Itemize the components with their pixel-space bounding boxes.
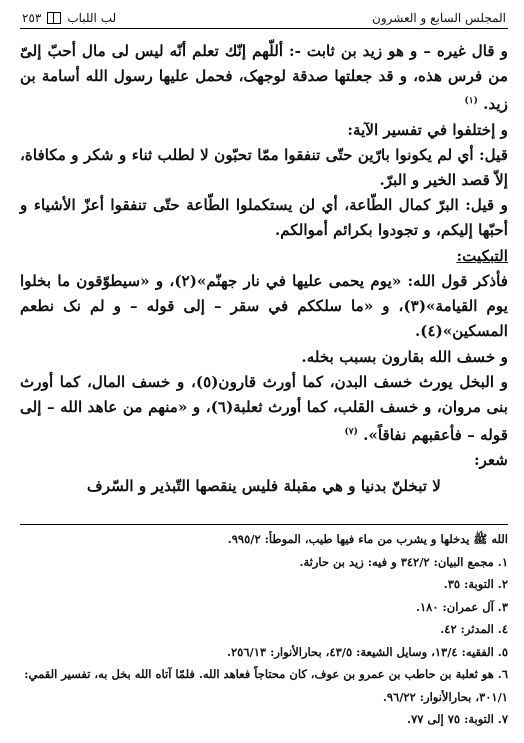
- paragraph: قيل: أي لم يكونوا بارّين حتّى تنفقوا ممّا تحبّون لا لطلب ثناء و شكر و مكافاة، إلاّ قصد الخير و البرّ.: [20, 145, 508, 190]
- paragraph: و خسف الله بقارون بسبب بخله.: [301, 347, 508, 366]
- footnote: ٣. آل عمران: ١٨٠.: [415, 599, 508, 614]
- footnote: ٥. الفقيه: ١٣/٤، وسايل الشيعة: ٤٣/٥، بحارالأنوار: ٢٥٦/١٣.: [226, 644, 508, 659]
- book-title: لب اللباب: [67, 11, 117, 25]
- header-left: [22, 11, 116, 25]
- section-title: المجلس السابع و العشرون: [372, 11, 506, 25]
- book-icon: [47, 12, 61, 24]
- footnote: ١. مجمع البيان: ٣٤٢/٢ و فيه: زيد بن حارثة.: [299, 554, 508, 569]
- footnote: ٢. التوبة: ٣٥.: [443, 577, 508, 591]
- footnote: ٧. التوبة: ٧٥ إلى ٧٧.: [407, 712, 508, 726]
- header-right: [372, 11, 506, 25]
- footnote-divider: [20, 524, 508, 525]
- page-content: [20, 8, 508, 499]
- paragraph: و قيل: البرّ كمال الطّاعة، أي لن يستكملوا الطّاعة حتّى تنفقوا أعزّ الأشياء و أحبّها إليكم، و تجودوا بكرائم أموالكم.: [20, 196, 508, 240]
- footnote-ref: (١): [464, 96, 478, 107]
- footnote: الله ﷺ يدخلها و يشرب من ماء فيها طيب، الموطأ: ٩٩٥/٢.: [227, 532, 508, 546]
- footnote: ٦. هو ثعلبة بن حاطب بن عمرو بن عوف، كان محتاجاً فعاهد الله. فلمّا آتاه الله بخل به، تفسير القمي: ٣٠١/١، بحارالأنوار: ٩٦/٢٢.: [24, 667, 508, 704]
- paragraph: و البخل يورث خسف البدن، كما أورث قارون(٥)، و خسف المال، كما أورث بنى مروان، و خسف القلب، كما أورث ثعلبة(٦)، و «منهم من عاهد الله – إلى قوله – فأعقبهم نفاقاً». $^{(٧)}$: [20, 372, 508, 445]
- paragraph: و إختلفوا في تفسير الآية:: [347, 120, 508, 139]
- paragraph: و قال غيره – و هو زيد بن ثابت -: أللّهم إنّك تعلم أنّه ليس لی مال أحبّ إلىّ من فرس هذه، و قد جعلتها صدقة لوجهک، فحمل عليها رسول الله أسامة بن زيد. $^{(١)}$: [20, 42, 508, 114]
- page-number: ٢٥٣: [22, 11, 42, 25]
- paragraph: فأذكر قول الله: «يوم يحمى عليها في نار جهنّم»(٢)، و «سيطوّقون ما بخلوا يوم القيامة»(٣)، و «ما سلككم في سقر – إلى قوله – و لم نک نطعم المسكين»(٤).: [20, 271, 508, 341]
- footnotes: [20, 528, 508, 731]
- running-header: [20, 8, 508, 29]
- section-heading: التبكيت:: [456, 246, 508, 265]
- footnote: ٤. المدثر: ٤٢.: [440, 622, 508, 636]
- footnote-ref: (٧): [344, 427, 358, 438]
- poem-verse: لا تبخلنّ بدنيا و هي مقبلة فليس ينقصها التّبذير و السّرف: [87, 476, 441, 495]
- poetry-heading: شعر:: [473, 451, 508, 470]
- main-text: [20, 39, 508, 499]
